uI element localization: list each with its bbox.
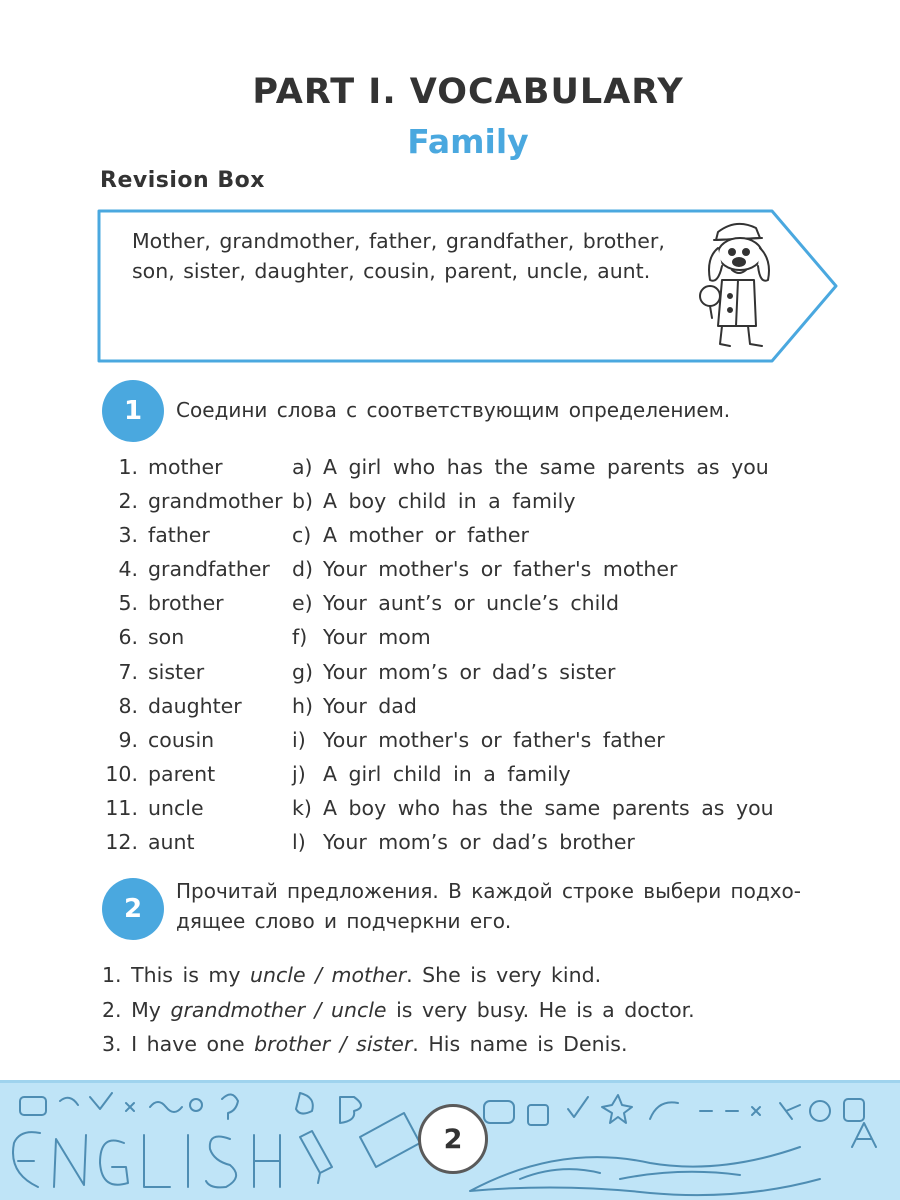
family-word: grandmother [148,489,283,514]
match-row [100,825,860,859]
definition-letter: b) [292,489,314,514]
definition-letter: g) [292,659,314,684]
definition-text: Your mom’s or dad’s sister [323,659,616,684]
match-row [100,655,860,689]
match-row [100,791,860,825]
match-row [100,484,860,518]
word-number: 2. [118,489,138,514]
section-title: Family [407,122,529,161]
match-row [100,689,860,723]
definition-letter: e) [292,591,313,616]
match-row [100,757,860,791]
revision-word-list: Mother, grandmother, father, grandfather, brother, son, sister, daughter, cousin, parent, uncle, aunt. [132,229,665,283]
sentence-after: . She is very kind. [406,963,602,987]
detective-dog-icon [696,214,778,354]
match-row [100,450,860,484]
word-number: 7. [118,659,138,684]
family-word: grandfather [148,557,270,582]
revision-box-heading: Revision Box [100,168,265,193]
task-1-instruction: Соедини слова с соответствующим определением. [176,398,731,422]
definition-letter: c) [292,523,312,548]
task-2-instruction-line-2: дящее слово и подчеркни его. [176,909,512,933]
definition-text: A boy child in a family [323,489,576,514]
word-number: 12. [105,830,138,855]
definition-text: Your mother's or father's father [323,727,665,752]
sentence-options[interactable]: grandmother / uncle [170,997,387,1022]
sentence-exercise [102,958,862,1062]
definition-text: Your aunt’s or uncle’s child [323,591,620,616]
definition-text: A boy who has the same parents as you [323,795,774,820]
definition-letter: l) [292,830,306,855]
definition-text: Your mom’s or dad’s brother [323,830,635,855]
definition-letter: f) [292,625,308,650]
sentence-row [102,958,862,993]
match-row [100,586,860,620]
word-number: 3. [118,523,138,548]
sentence-before: This is my [131,963,241,987]
definition-letter: j) [292,761,306,786]
sentence-number: 3. [102,1032,122,1056]
sentence-row [102,1027,862,1062]
definition-text: A mother or father [323,523,529,548]
word-number: 10. [105,761,138,786]
sentence-after: is very busy. He is a doctor. [386,997,695,1022]
definition-text: Your dad [323,693,417,718]
task-1-number-badge: 1 [102,380,164,442]
family-word: uncle [148,795,204,820]
match-row [100,723,860,757]
definition-text: Your mom [323,625,431,650]
definition-letter: d) [292,557,314,582]
family-word: daughter [148,693,242,718]
word-number: 6. [118,625,138,650]
sentence-number: 2. [102,997,122,1022]
task-2-instruction [176,876,856,936]
task-2-number-badge: 2 [102,878,164,940]
family-word: mother [148,455,223,479]
sentence-options[interactable]: brother / sister [254,1032,413,1056]
match-row [100,552,860,586]
definition-letter: a) [292,455,313,479]
word-number: 1. [118,455,138,479]
definition-letter: h) [292,693,313,718]
matching-exercise [100,450,860,859]
page-number: 2 [418,1104,488,1174]
family-word: cousin [148,727,215,752]
definition-letter: k) [292,795,312,820]
sentence-options[interactable]: uncle / mother [250,963,407,987]
word-number: 9. [118,727,138,752]
family-word: sister [148,659,205,684]
family-word: brother [148,591,224,616]
definition-letter: i) [292,727,306,752]
sentence-number: 1. [102,963,122,987]
word-number: 5. [118,591,138,616]
family-word: aunt [148,830,195,855]
definition-text: A girl who has the same parents as you [323,455,769,479]
sentence-before: My [131,997,161,1022]
match-row [100,620,860,654]
definition-text: A girl child in a family [323,761,571,786]
task-2-instruction-line-1: Прочитай предложения. В каждой строке выбери подхо- [176,879,801,903]
word-number: 8. [118,693,138,718]
family-word: father [148,523,210,548]
family-word: parent [148,761,216,786]
word-number: 4. [118,557,138,582]
sentence-after: . His name is Denis. [412,1032,628,1056]
part-title: PART I. VOCABULARY [252,72,684,112]
word-number: 11. [105,795,138,820]
revision-box [96,208,840,364]
sentence-before: I have one [131,1032,245,1056]
sentence-row [102,993,862,1028]
definition-text: Your mother's or father's mother [323,557,678,582]
match-row [100,518,860,552]
family-word: son [148,625,185,650]
